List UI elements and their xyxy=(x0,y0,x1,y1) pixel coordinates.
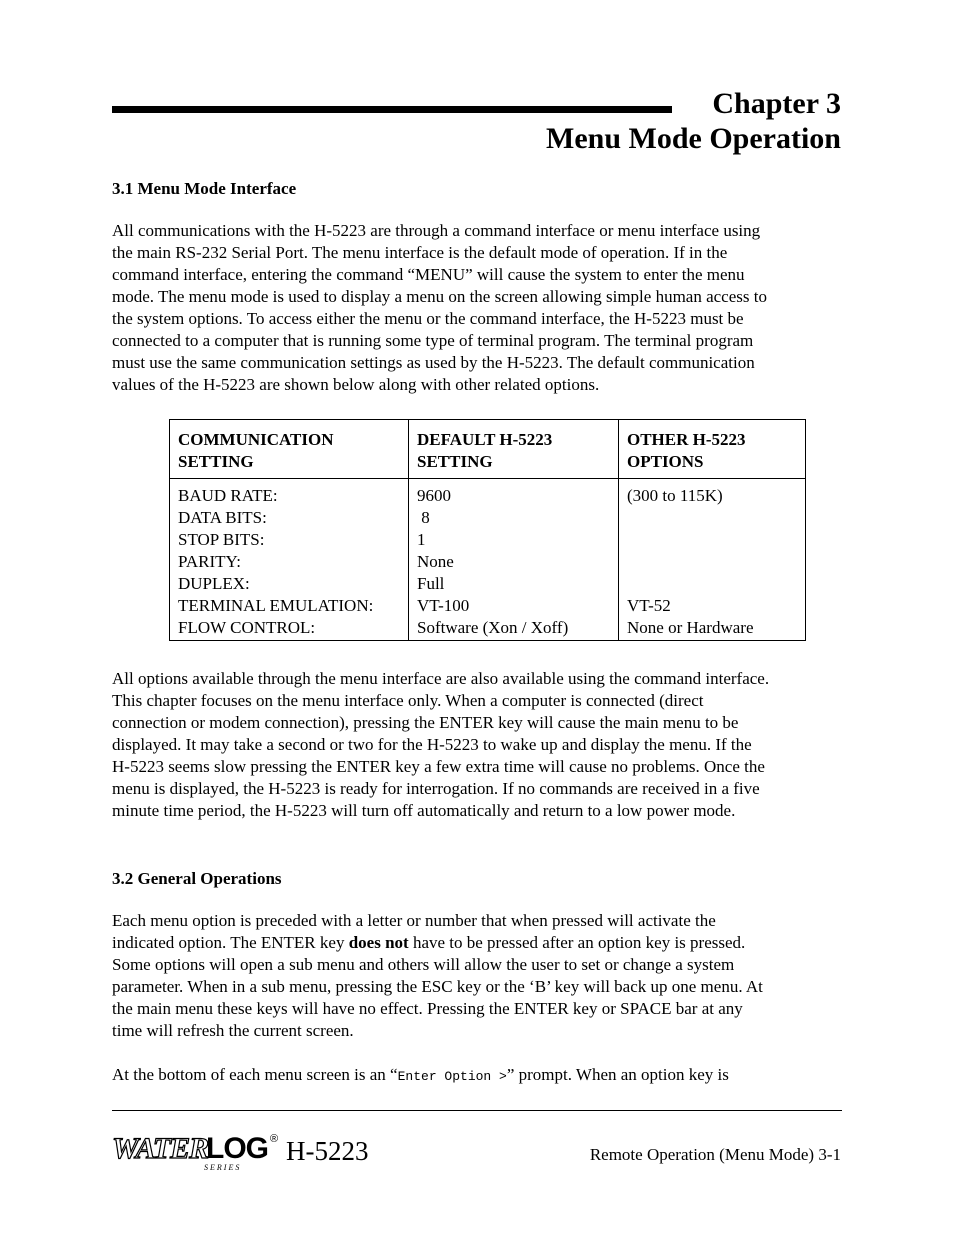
table-row xyxy=(170,479,806,641)
text-line: Each menu option is preceded with a letter or number that when pressed will activate the xyxy=(112,911,716,930)
setting-label: BAUD RATE: xyxy=(178,486,278,505)
settings-cell xyxy=(170,479,409,641)
text-line: must use the same communication settings as used by the H-5223. The default communication xyxy=(112,353,755,372)
header-text: COMMUNICATION xyxy=(178,430,334,449)
logo-word-water: WATER xyxy=(112,1132,209,1165)
waterlog-logo xyxy=(112,1128,280,1172)
header-cell-options xyxy=(619,420,806,479)
footer-rule xyxy=(112,1110,842,1111)
section-heading-3-1: 3.1 Menu Mode Interface xyxy=(112,179,297,198)
text-line: command interface, entering the command “MENU” will cause the system to enter the menu xyxy=(112,265,745,284)
page-footer-label: Remote Operation (Menu Mode) 3-1 xyxy=(589,1145,841,1164)
text-line: All communications with the H-5223 are through a command interface or menu interface using xyxy=(112,221,761,240)
option-value xyxy=(627,529,797,551)
option-value: None or Hardware xyxy=(627,618,754,637)
text-line: the main RS-232 Serial Port. The menu interface is the default mode of operation. If in the xyxy=(112,243,728,262)
option-value: (300 to 115K) xyxy=(627,486,723,505)
text-line: time will refresh the current screen. xyxy=(112,1021,354,1040)
option-value xyxy=(627,573,797,595)
header-text: OTHER H-5223 xyxy=(627,430,746,449)
setting-label: FLOW CONTROL: xyxy=(178,618,316,637)
setting-label: PARITY: xyxy=(178,552,241,571)
intro-paragraph xyxy=(112,220,847,396)
text-line: minute time period, the H-5223 will turn off automatically and return to a low power mode. xyxy=(112,801,736,820)
text-line: H-5223 seems slow pressing the ENTER key a few extra time will cause no problems. Once the xyxy=(112,757,765,776)
model-number: H-5223 xyxy=(286,1136,369,1166)
registered-mark: ® xyxy=(270,1133,279,1145)
setting-label: DUPLEX: xyxy=(178,574,250,593)
default-value: VT-100 xyxy=(417,596,470,615)
text-line: values of the H-5223 are shown below along with other related options. xyxy=(112,375,600,394)
text-line: This chapter focuses on the menu interface only. When a computer is connected (direct xyxy=(112,691,704,710)
text-fragment: At the bottom of each menu screen is an “ xyxy=(112,1065,398,1084)
text-line: the main menu these keys will have no effect. Pressing the ENTER key or SPACE bar at any xyxy=(112,999,743,1018)
text-line: connected to a computer that is running some type of terminal program. The terminal program xyxy=(112,331,754,350)
text-line: menu is displayed, the H-5223 is ready for interrogation. If no commands are received in a five xyxy=(112,779,760,798)
text-line: displayed. It may take a second or two for the H-5223 to wake up and display the menu. If the xyxy=(112,735,752,754)
options-cell xyxy=(619,479,806,641)
option-value xyxy=(627,551,797,573)
text-line xyxy=(112,1064,847,1088)
prompt-paragraph xyxy=(112,1064,847,1088)
text-line: mode. The menu mode is used to display a menu on the screen allowing simple human access to xyxy=(112,287,767,306)
communication-settings-table xyxy=(169,419,806,641)
text-line xyxy=(112,932,847,954)
chapter-number: Chapter 3 xyxy=(712,87,841,120)
default-value: Software (Xon / Xoff) xyxy=(417,618,569,637)
chapter-title: Menu Mode Operation xyxy=(546,122,841,155)
defaults-cell xyxy=(409,479,619,641)
setting-label: DATA BITS: xyxy=(178,508,267,527)
default-value: 1 xyxy=(417,530,426,549)
option-value xyxy=(627,507,797,529)
option-value: VT-52 xyxy=(627,596,671,615)
text-fragment: have to be pressed after an option key is pressed. xyxy=(408,933,746,952)
text-line: parameter. When in a sub menu, pressing the ESC key or the ‘B’ key will back up one menu. At xyxy=(112,977,763,996)
text-fragment: indicated option. The ENTER key xyxy=(112,933,349,952)
setting-label: TERMINAL EMULATION: xyxy=(178,596,374,615)
section-heading-3-2: 3.2 General Operations xyxy=(112,869,282,888)
emphasis-does-not: does not xyxy=(348,933,409,952)
header-cell-setting xyxy=(170,420,409,479)
text-fragment: ” prompt. When an option key is xyxy=(506,1065,729,1084)
default-value: 9600 xyxy=(417,486,451,505)
default-value: Full xyxy=(417,574,445,593)
logo-series: S E R I E S xyxy=(204,1163,240,1172)
text-line: connection or modem connection), pressing the ENTER key will cause the main menu to be xyxy=(112,713,739,732)
text-line: the system options. To access either the menu or the command interface, the H-5223 must be xyxy=(112,309,744,328)
header-text: OPTIONS xyxy=(627,452,704,471)
chapter-rule xyxy=(112,106,672,113)
header-text: DEFAULT H-5223 xyxy=(417,430,553,449)
text-line: Some options will open a sub menu and others will allow the user to set or change a system xyxy=(112,955,735,974)
text-line: All options available through the menu interface are also available using the command interface. xyxy=(112,669,770,688)
menu-interface-paragraph xyxy=(112,668,847,822)
default-value: 8 xyxy=(417,508,430,527)
header-text: SETTING xyxy=(417,452,493,471)
general-operations-paragraph xyxy=(112,910,847,1042)
enter-option-prompt-code: Enter Option > xyxy=(397,1069,507,1084)
header-cell-default xyxy=(409,420,619,479)
logo-word-log: LOG xyxy=(206,1132,268,1165)
default-value: None xyxy=(417,552,454,571)
header-text: SETTING xyxy=(178,452,254,471)
table-header-row xyxy=(170,420,806,479)
setting-label: STOP BITS: xyxy=(178,530,265,549)
